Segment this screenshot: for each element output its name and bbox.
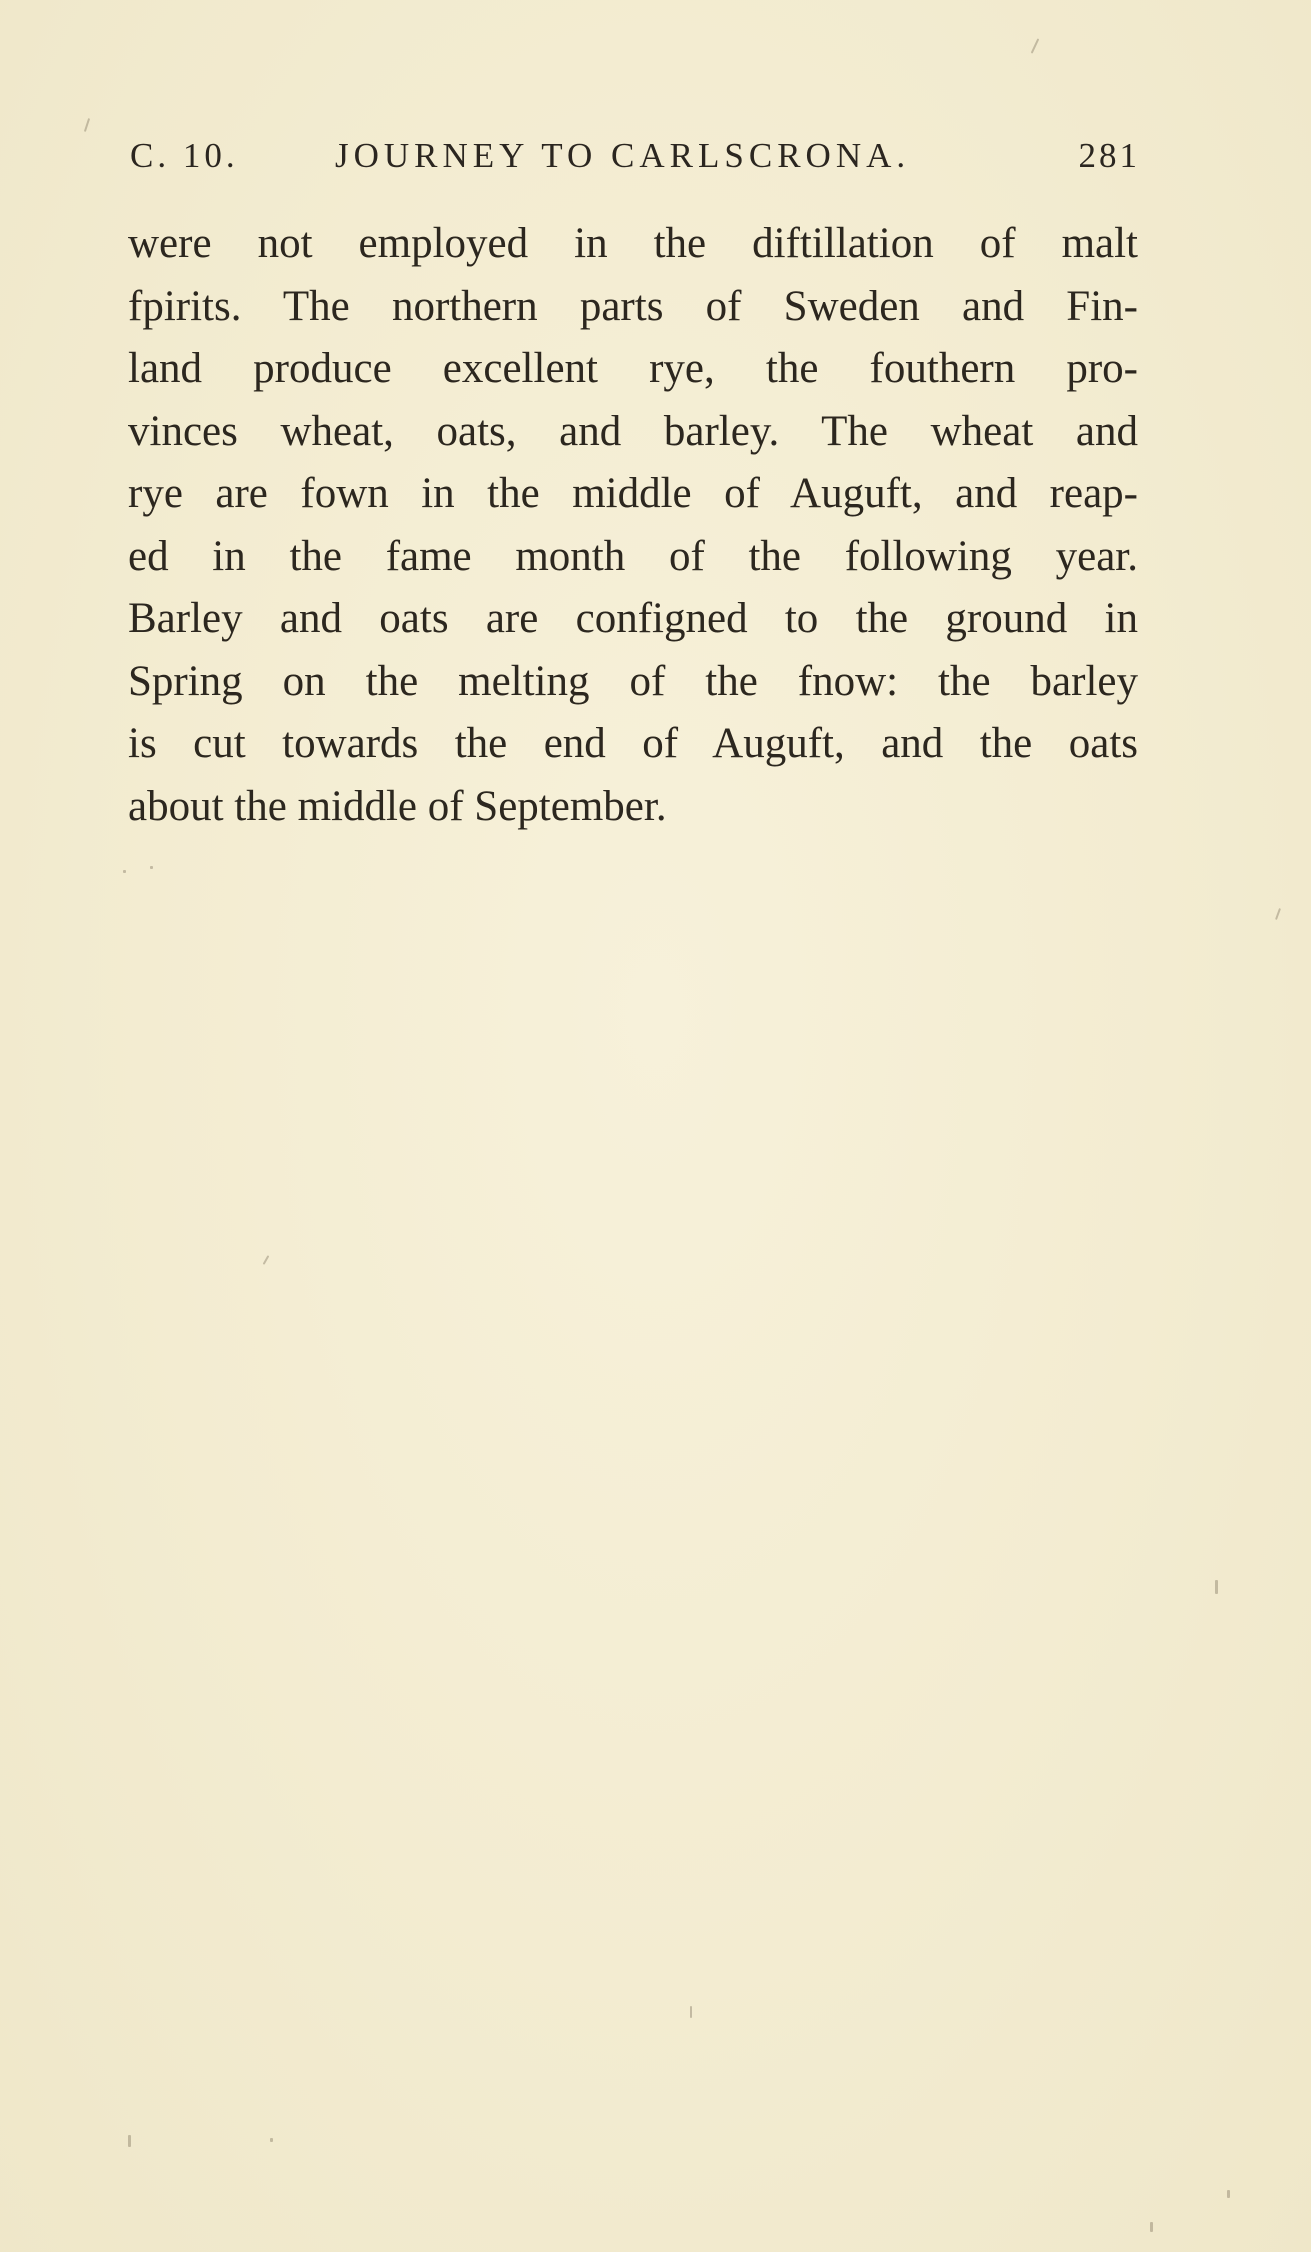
- text-line: were not employed in the diftillation of malt: [128, 220, 1138, 267]
- paper-speck: [1275, 908, 1281, 920]
- text-line: vinces wheat, oats, and barley. The wheat and: [128, 407, 1138, 455]
- text-line: is cut towards the end of Auguft, and the oats: [128, 720, 1138, 767]
- paper-speck: [270, 2138, 273, 2142]
- running-title: JOURNEY TO CARLSCRONA.: [335, 136, 911, 175]
- paper-speck: [1227, 2190, 1230, 2198]
- paper-speck: [263, 1255, 270, 1265]
- page-number: 281: [1078, 136, 1140, 175]
- text-line: rye are fown in the middle of Auguft, and reap-: [128, 470, 1138, 517]
- paper-speck: [128, 2135, 131, 2147]
- running-header: [130, 136, 1140, 186]
- text-line: fpirits. The northern parts of Sweden and Fin-: [128, 282, 1138, 330]
- text-line: Spring on the melting of the fnow: the barley: [128, 657, 1138, 705]
- paper-speck: [84, 118, 90, 132]
- text-line: ed in the fame month of the following year.: [128, 532, 1138, 580]
- text-line: land produce excellent rye, the fouthern pro-: [128, 345, 1138, 392]
- body-paragraph: [128, 213, 1138, 838]
- paper-speck: [150, 866, 153, 869]
- paper-speck: [1215, 1580, 1218, 1594]
- chapter-number: C. 10.: [130, 136, 239, 175]
- paper-speck: [123, 870, 126, 873]
- paper-speck: [1031, 38, 1040, 53]
- text-line: Barley and oats are configned to the ground in: [128, 595, 1138, 642]
- paper-speck: [690, 2006, 692, 2018]
- paper-speck: [1150, 2222, 1153, 2232]
- text-line: about the middle of September.: [128, 782, 667, 830]
